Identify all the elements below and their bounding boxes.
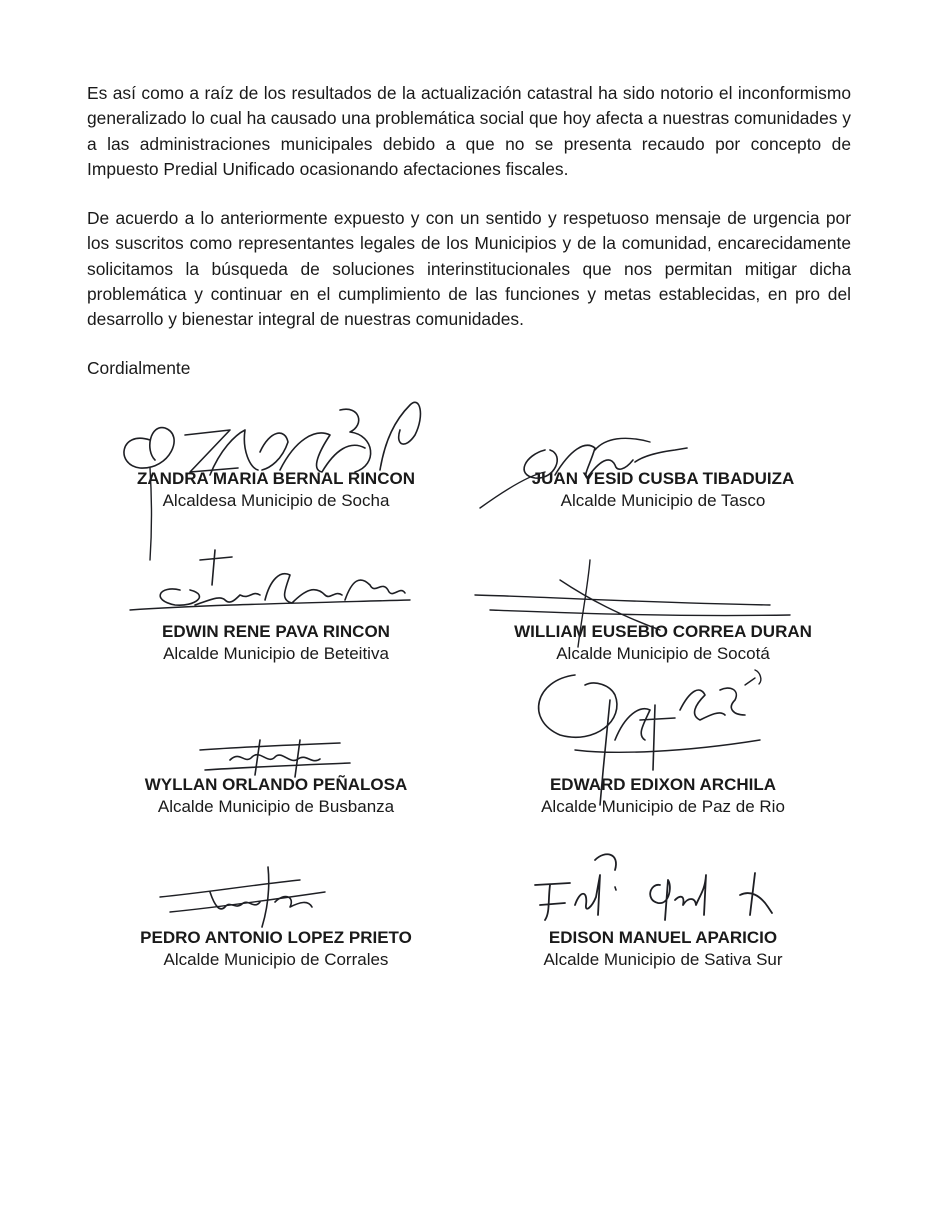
body-paragraph-1: Es así como a raíz de los resultados de la actualización catastral ha sido notorio el inconformismo generalizado lo cual ha causado una problemática social que hoy afecta a nuestras comunidades y a las administraciones municipales debido a que no se presenta recaudo por concepto de Impuesto Predial Unificado ocasionando afectaciones fiscales. (87, 83, 851, 179)
signatory-name: EDWARD EDIXON ARCHILA (549, 775, 777, 794)
signature-block-paz-de-rio (473, 774, 853, 818)
signatory-title: Alcalde Municipio de Socotá (556, 644, 770, 663)
closing-salutation: Cordialmente (87, 358, 191, 378)
signatory-name: JUAN YESID CUSBA TIBADUIZA (531, 469, 795, 488)
signature-block-corrales (86, 927, 466, 971)
signatory-title: Alcalde Municipio de Beteitiva (163, 644, 389, 663)
signature-block-tasco (473, 468, 853, 512)
signature-block-socota (473, 621, 853, 665)
signatory-title: Alcaldesa Municipio de Socha (162, 491, 390, 510)
signatory-title: Alcalde Municipio de Corrales (163, 950, 389, 969)
signature-block-socha (86, 468, 466, 512)
signature-sativa-sur (520, 845, 790, 935)
signature-block-beteitiva (86, 621, 466, 665)
signatory-name: PEDRO ANTONIO LOPEZ PRIETO (140, 928, 412, 947)
signatory-name: WILLIAM EUSEBIO CORREA DURAN (514, 622, 812, 641)
signature-beteitiva (120, 545, 420, 625)
signatory-name: ZANDRA MARIA BERNAL RINCON (137, 469, 415, 488)
signatory-name: EDWIN RENE PAVA RINCON (162, 622, 390, 641)
signatory-title: Alcalde Municipio de Sativa Sur (543, 950, 783, 969)
body-paragraph-2: De acuerdo a lo anteriormente expuesto y con un sentido y respetuoso mensaje de urgencia por los suscritos como representantes legales de los Municipios y de la comunidad, encarecidamente solicitamos la búsqueda de soluciones interinstitucionales que nos permitan mitigar dicha problemática y continuar en el cumplimiento de las funciones y metas establecidas, en pro del desarrollo y bienestar integral de nuestras comunidades. (87, 208, 851, 330)
signature-block-sativa-sur (473, 927, 853, 971)
signatory-title: Alcalde Municipio de Tasco (560, 491, 766, 510)
signature-corrales (150, 862, 340, 937)
signatory-title: Alcalde Municipio de Busbanza (157, 797, 395, 816)
signatory-title: Alcalde Municipio de Paz de Rio (541, 797, 785, 816)
signatory-name: EDISON MANUEL APARICIO (548, 928, 778, 947)
signature-block-busbanza (86, 774, 466, 818)
signatory-name: WYLLAN ORLANDO PEÑALOSA (144, 775, 408, 794)
